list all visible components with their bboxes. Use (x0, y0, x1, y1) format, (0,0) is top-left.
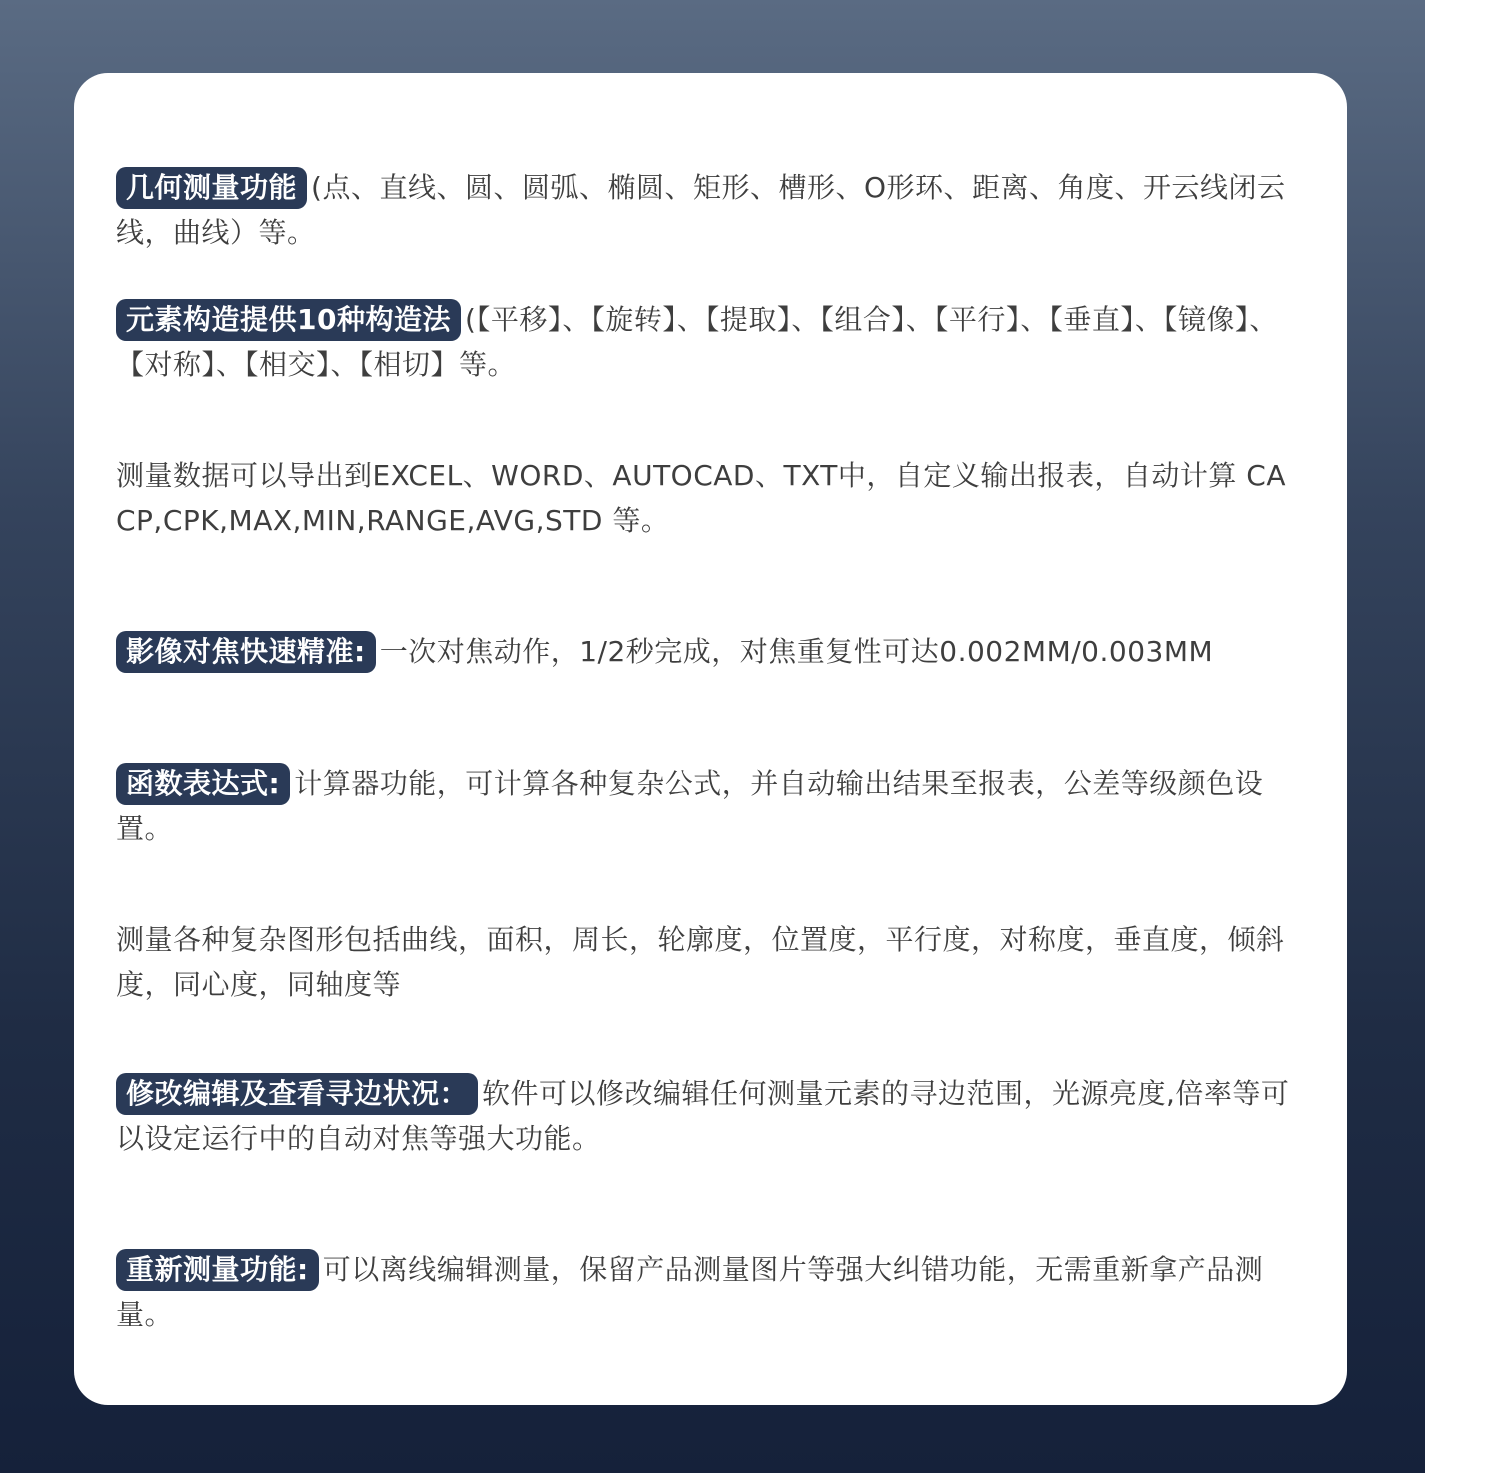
feature-description: 测量各种复杂图形包括曲线，面积，周长，轮廓度，位置度，平行度，对称度，垂直度，倾斜度，同心度，同轴度等 (116, 923, 1285, 1001)
feature-function-expression (116, 761, 1316, 851)
feature-description: 一次对焦动作，1/2秒完成，对焦重复性可达0.002MM/0.003MM (379, 635, 1214, 668)
feature-complex-shapes (116, 917, 1316, 1007)
feature-edit-edge-finding (116, 1071, 1316, 1161)
feature-tag: 函数表达式: (116, 763, 290, 805)
feature-description: 计算器功能，可计算各种复杂公式，并自动输出结果至报表，公差等级颜色设置。 (116, 767, 1264, 845)
feature-data-export (116, 453, 1316, 543)
feature-description: 可以离线编辑测量，保留产品测量图片等强大纠错功能，无需重新拿产品测量。 (116, 1253, 1264, 1331)
feature-description: 软件可以修改编辑任何测量元素的寻边范围，光源亮度,倍率等可以设定运行中的自动对焦等强大功能。 (116, 1077, 1290, 1155)
feature-element-construction (116, 297, 1316, 387)
feature-tag: 重新测量功能: (116, 1249, 319, 1291)
feature-description: (点、直线、圆、圆弧、椭圆、矩形、槽形、O形环、距离、角度、开云线闭云线，曲线）等。 (116, 171, 1286, 249)
feature-tag: 修改编辑及查看寻边状况： (116, 1073, 478, 1115)
feature-geometric-measurement (116, 165, 1316, 255)
feature-description: 测量数据可以导出到EXCEL、WORD、AUTOCAD、TXT中，自定义输出报表，自动计算 CA CP,CPK,MAX,MIN,RANGE,AVG,STD 等。 (116, 459, 1286, 537)
feature-fast-focus (116, 629, 1316, 674)
feature-card (74, 73, 1347, 1405)
feature-tag: 几何测量功能 (116, 167, 307, 209)
feature-tag: 元素构造提供10种构造法 (116, 299, 461, 341)
feature-remeasure (116, 1247, 1316, 1337)
feature-description: (【平移】、【旋转】、【提取】、【组合】、【平行】、【垂直】、【镜像】、【对称】、【相交】、【相切】等。 (116, 303, 1278, 381)
feature-tag: 影像对焦快速精准: (116, 631, 376, 673)
